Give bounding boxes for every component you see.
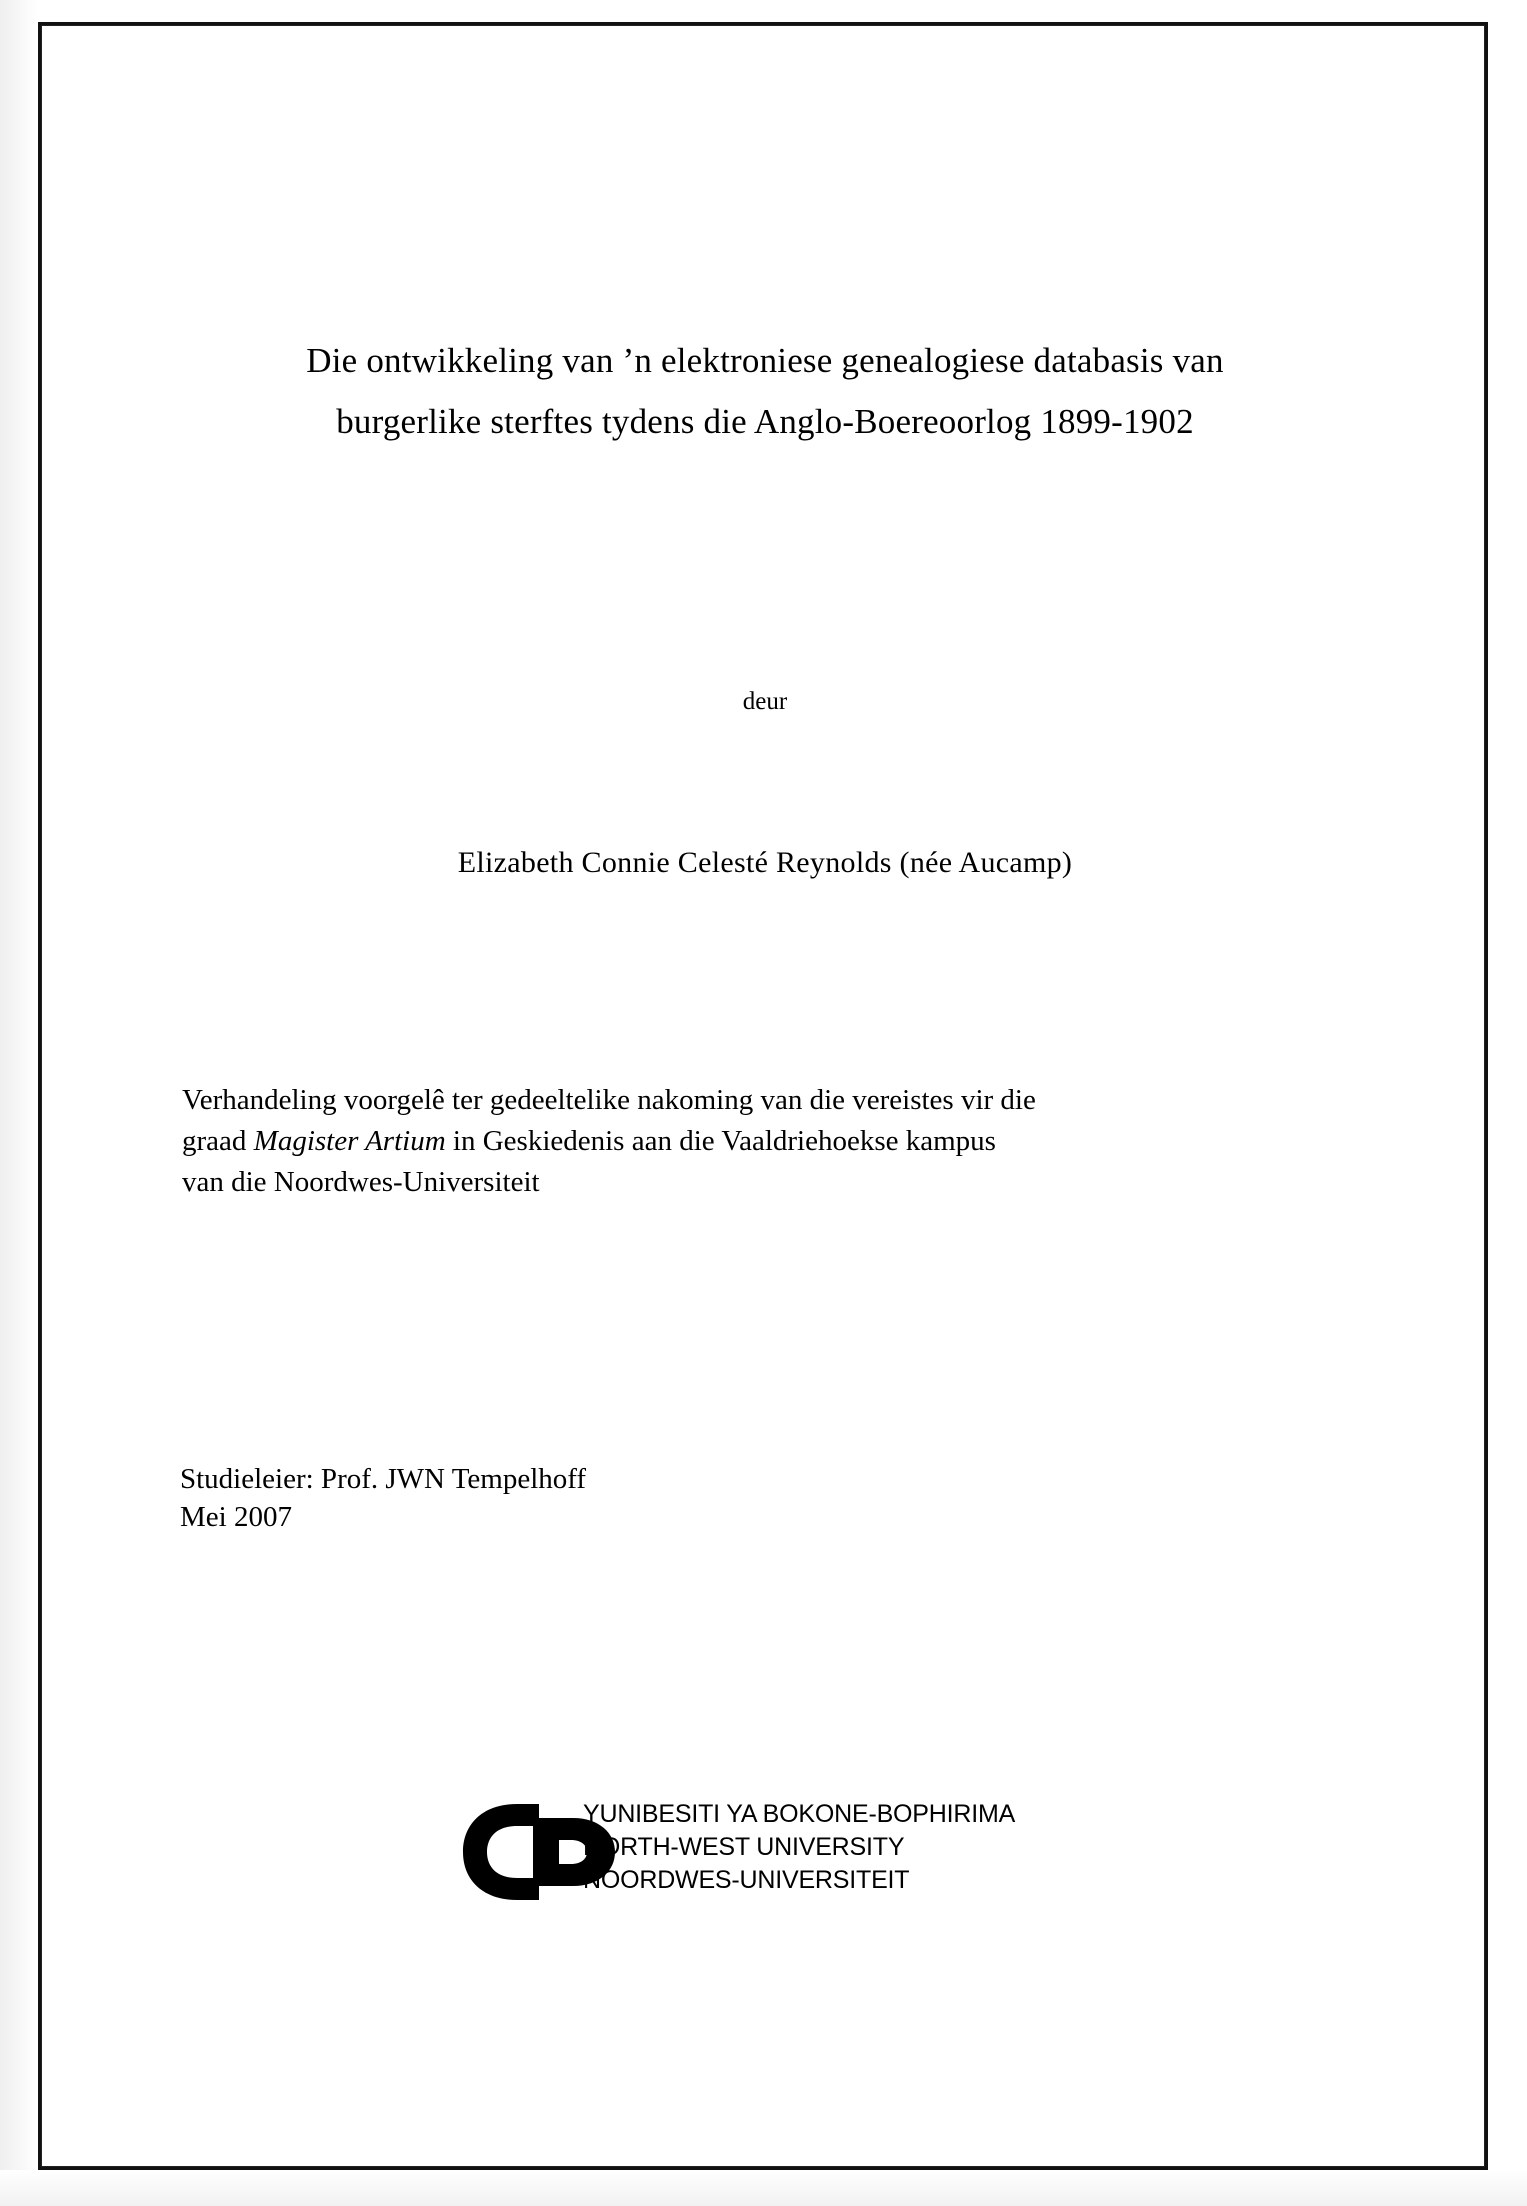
degree-statement-line-3: van die Noordwes-Universiteit xyxy=(182,1165,540,1198)
degree-statement-line-2-pre: graad xyxy=(182,1124,254,1157)
degree-name-italic: Magister Artium xyxy=(253,1124,446,1157)
title-page-content xyxy=(180,330,1350,1536)
scan-edge-shading-bottom xyxy=(0,2170,1527,2206)
scan-edge-shading-left xyxy=(0,0,38,2206)
degree-statement xyxy=(180,1080,1350,1204)
title-line-2: burgerlike sterftes tydens die Anglo-Boereoorlog 1899-1902 xyxy=(336,402,1194,442)
byline-label: deur xyxy=(742,687,788,715)
page-title xyxy=(180,330,1350,453)
logo-text-block xyxy=(583,1798,1015,1897)
title-line-1: Die ontwikkeling van ’n elektroniese genealogiese databasis van xyxy=(306,341,1224,380)
author-name: Elizabeth Connie Celesté Reynolds (née Aucamp) xyxy=(457,845,1073,879)
logo-text-line-3: NOORDWES-UNIVERSITEIT xyxy=(583,1866,910,1894)
logo-text-line-1: YUNIBESITI YA BOKONE-BOPHIRIMA xyxy=(583,1800,1016,1828)
university-logo xyxy=(455,1790,1095,1920)
degree-statement-line-2 xyxy=(182,1121,1346,1162)
supervisor-line: Studieleier: Prof. JWN Tempelhoff xyxy=(180,1463,587,1496)
degree-statement-line-1: Verhandeling voorgelê ter gedeeltelike nakoming van die vereistes vir die xyxy=(182,1083,1036,1116)
logo-text-line-2: NORTH-WEST UNIVERSITY xyxy=(583,1833,905,1861)
date-line: Mei 2007 xyxy=(180,1500,292,1533)
supervisor-block xyxy=(180,1461,1350,1536)
degree-statement-line-2-post: in Geskiedenis aan die Vaaldriehoekse kampus xyxy=(445,1124,996,1157)
